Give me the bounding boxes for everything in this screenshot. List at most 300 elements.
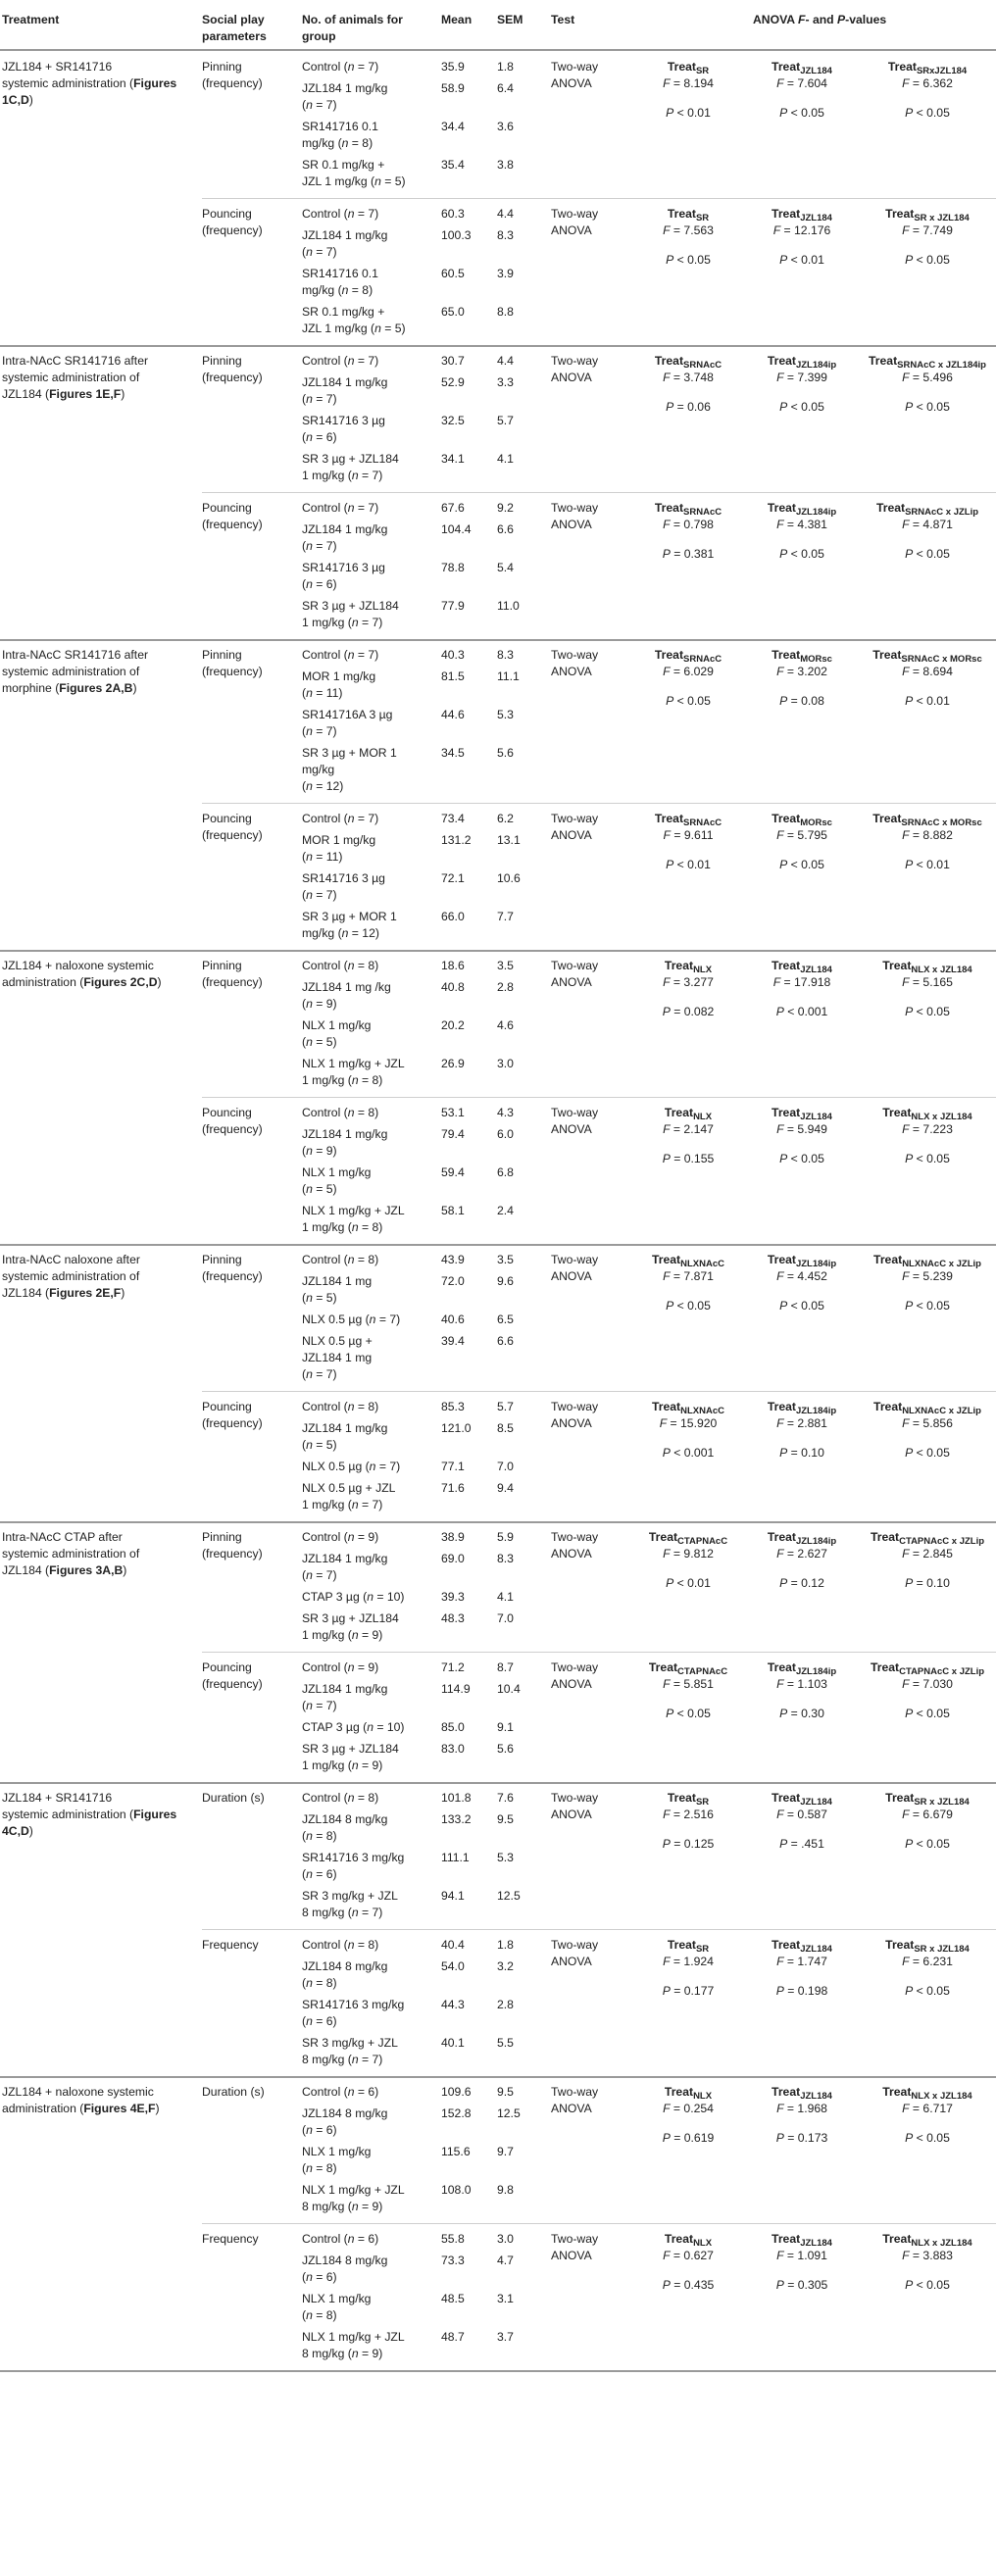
group-label: Control (n = 7) <box>302 354 379 368</box>
anova-effect-label: Treat$_{SR}$ <box>667 1791 710 1808</box>
group-mean: 48.7 <box>441 2330 465 2344</box>
group-mean: 152.8 <box>441 2106 472 2120</box>
group-mean: 40.1 <box>441 2036 465 2050</box>
social-play-parameter: Frequency <box>202 1938 259 1952</box>
group-mean: 85.0 <box>441 1720 465 1734</box>
group-sem: 9.1 <box>497 1720 514 1734</box>
anova-effect-label: Treat$_{JZL184ip}$ <box>767 501 837 518</box>
group-label: Control (n = 7) <box>302 648 379 662</box>
anova-effect-label: Treat$_{CTAPNAcC x JZLip}$ <box>870 1530 985 1547</box>
group-sem: 4.7 <box>497 2254 514 2267</box>
group-sem: 3.5 <box>497 1253 514 1266</box>
anova-effect-label: Treat$_{NLX}$ <box>664 2085 713 2102</box>
group-sem: 8.3 <box>497 1552 514 1565</box>
figure-reference: Figures 2E,F <box>49 1286 122 1300</box>
group-mean: 44.3 <box>441 1998 465 2011</box>
anova-p-value: P = 0.619 <box>662 2131 715 2145</box>
treatment-label: Intra-NAcC SR141716 after systemic administration of JZL184 (Figures 1E,F) <box>2 354 149 401</box>
group-mean: 66.0 <box>441 910 465 923</box>
group-mean: 67.6 <box>441 501 465 515</box>
header-treatment: Treatment <box>2 13 60 26</box>
group-sem: 3.2 <box>497 1959 514 1973</box>
anova-p-value: P = 0.435 <box>662 2278 715 2292</box>
group-mean: 53.1 <box>441 1106 465 1119</box>
group-sem: 8.3 <box>497 228 514 242</box>
anova-f-value: F = 5.856 <box>902 1416 953 1430</box>
test-name: Two-way ANOVA <box>551 2085 599 2115</box>
group-mean: 20.2 <box>441 1018 465 1032</box>
social-play-parameter: Pouncing (frequency) <box>202 812 263 842</box>
group-mean: 18.6 <box>441 959 465 972</box>
group-label: NLX 1 mg/kg + JZL 8 mg/kg (n = 9) <box>302 2330 405 2360</box>
group-label: NLX 1 mg/kg + JZL 1 mg/kg (n = 8) <box>302 1057 405 1087</box>
anova-p-value: P < 0.001 <box>775 1005 828 1018</box>
group-label: JZL184 1 mg/kg (n = 7) <box>302 1552 388 1582</box>
group-mean: 77.1 <box>441 1460 465 1473</box>
group-label: Control (n = 7) <box>302 812 379 825</box>
group-sem: 4.4 <box>497 354 514 368</box>
group-mean: 38.9 <box>441 1530 465 1544</box>
anova-p-value: P < 0.01 <box>905 858 950 871</box>
anova-effect-label: Treat$_{SRNAcC}$ <box>654 812 722 828</box>
header-mean: Mean <box>441 13 473 26</box>
anova-f-value: F = 7.030 <box>902 1677 953 1691</box>
anova-effect-label: Treat$_{NLXNAcC x JZLip}$ <box>873 1400 981 1416</box>
anova-f-value: F = 9.611 <box>663 828 714 842</box>
group-sem: 4.6 <box>497 1018 514 1032</box>
group-label: Control (n = 8) <box>302 1791 379 1805</box>
group-mean: 73.4 <box>441 812 465 825</box>
anova-p-value: P = 0.12 <box>779 1576 824 1590</box>
group-mean: 35.9 <box>441 60 465 74</box>
group-sem: 2.8 <box>497 1998 514 2011</box>
group-mean: 34.4 <box>441 120 465 133</box>
group-label: SR 3 µg + JZL184 1 mg/kg (n = 7) <box>302 599 399 629</box>
anova-effect-label: Treat$_{SR x JZL184}$ <box>885 1938 970 1955</box>
anova-f-value: F = 0.627 <box>663 2249 714 2262</box>
group-sem: 6.6 <box>497 1334 514 1348</box>
group-sem: 9.2 <box>497 501 514 515</box>
group-mean: 48.5 <box>441 2292 465 2305</box>
group-label: SR141716A 3 µg (n = 7) <box>302 708 393 738</box>
group-mean: 101.8 <box>441 1791 472 1805</box>
group-mean: 48.3 <box>441 1611 465 1625</box>
group-sem: 3.3 <box>497 375 514 389</box>
group-label: JZL184 1 mg/kg (n = 7) <box>302 522 388 553</box>
group-mean: 58.1 <box>441 1204 465 1217</box>
anova-f-value: F = 2.516 <box>663 1808 714 1821</box>
group-label: JZL184 8 mg/kg (n = 8) <box>302 1812 388 1843</box>
group-sem: 9.5 <box>497 2085 514 2099</box>
group-label: Control (n = 8) <box>302 1106 379 1119</box>
social-play-parameter: Duration (s) <box>202 2085 265 2099</box>
social-play-parameter: Frequency <box>202 2232 259 2246</box>
group-label: CTAP 3 µg (n = 10) <box>302 1720 405 1734</box>
treatment-label: JZL184 + naloxone systemic administration (Figures 2C,D) <box>2 959 162 989</box>
anova-f-value: F = 1.924 <box>663 1955 714 1968</box>
subgroup-divider <box>202 2223 996 2224</box>
group-label: SR 3 mg/kg + JZL 8 mg/kg (n = 7) <box>302 1889 398 1919</box>
subgroup-divider <box>202 492 996 493</box>
figure-reference: Figures 1C,D <box>2 76 177 107</box>
anova-f-value: F = 6.029 <box>663 665 714 678</box>
group-sem: 7.6 <box>497 1791 514 1805</box>
test-name: Two-way ANOVA <box>551 1530 599 1560</box>
anova-effect-label: Treat$_{JZL184}$ <box>772 1791 832 1808</box>
anova-p-value: P = 0.30 <box>779 1707 824 1720</box>
anova-effect-label: Treat$_{MORsc}$ <box>772 812 832 828</box>
test-name: Two-way ANOVA <box>551 1791 599 1821</box>
group-mean: 131.2 <box>441 833 472 847</box>
subgroup-divider <box>202 1391 996 1392</box>
anova-p-value: P = 0.198 <box>775 1984 828 1998</box>
anova-f-value: F = 1.103 <box>776 1677 827 1691</box>
anova-effect-label: Treat$_{SR}$ <box>667 1938 710 1955</box>
group-label: JZL184 1 mg/kg (n = 9) <box>302 1127 388 1158</box>
anova-f-value: F = 0.254 <box>663 2102 714 2115</box>
group-mean: 60.3 <box>441 207 465 221</box>
group-mean: 34.1 <box>441 452 465 466</box>
group-sem: 9.6 <box>497 1274 514 1288</box>
group-label: Control (n = 7) <box>302 207 379 221</box>
header-sem: SEM <box>497 13 523 26</box>
group-label: MOR 1 mg/kg (n = 11) <box>302 669 376 700</box>
group-label: Control (n = 8) <box>302 1400 379 1413</box>
group-sem: 6.2 <box>497 812 514 825</box>
treatment-divider <box>0 2370 996 2372</box>
figure-reference: Figures 3A,B <box>49 1563 124 1577</box>
group-sem: 3.7 <box>497 2330 514 2344</box>
anova-f-value: F = 7.604 <box>776 76 827 90</box>
anova-p-value: P < 0.01 <box>779 253 824 267</box>
treatment-divider <box>0 950 996 952</box>
group-label: SR 3 mg/kg + JZL 8 mg/kg (n = 7) <box>302 2036 398 2066</box>
treatment-label: JZL184 + SR141716 systemic administration (Figures 4C,D) <box>2 1791 177 1838</box>
group-sem: 2.4 <box>497 1204 514 1217</box>
group-sem: 10.4 <box>497 1682 521 1696</box>
treatment-divider <box>0 345 996 347</box>
anova-effect-label: Treat$_{SR}$ <box>667 207 710 223</box>
group-label: NLX 1 mg/kg + JZL 8 mg/kg (n = 9) <box>302 2183 405 2213</box>
anova-effect-label: Treat$_{NLX x JZL184}$ <box>882 2232 972 2249</box>
social-play-parameter: Pinning (frequency) <box>202 648 263 678</box>
group-label: SR 0.1 mg/kg + JZL 1 mg/kg (n = 5) <box>302 305 406 335</box>
anova-f-value: F = 0.798 <box>663 518 714 531</box>
group-mean: 59.4 <box>441 1165 465 1179</box>
anova-f-value: F = 3.748 <box>663 371 714 384</box>
group-label: NLX 1 mg/kg (n = 5) <box>302 1018 372 1049</box>
anova-effect-label: Treat$_{JZL184ip}$ <box>767 1530 837 1547</box>
anova-p-value: P < 0.05 <box>905 1446 950 1460</box>
group-sem: 2.8 <box>497 980 514 994</box>
anova-effect-label: Treat$_{JZL184}$ <box>772 1938 832 1955</box>
anova-p-value: P = 0.10 <box>779 1446 824 1460</box>
group-sem: 10.6 <box>497 871 521 885</box>
anova-f-value: F = 7.563 <box>663 223 714 237</box>
group-label: SR 3 µg + JZL184 1 mg/kg (n = 9) <box>302 1611 399 1642</box>
group-mean: 39.4 <box>441 1334 465 1348</box>
anova-effect-label: Treat$_{SR}$ <box>667 60 710 76</box>
anova-p-value: P < 0.05 <box>905 1837 950 1851</box>
anova-effect-label: Treat$_{SRNAcC}$ <box>654 354 722 371</box>
anova-f-value: F = 6.362 <box>902 76 953 90</box>
group-label: NLX 0.5 µg + JZL184 1 mg (n = 7) <box>302 1334 373 1381</box>
anova-p-value: P < 0.05 <box>905 2278 950 2292</box>
anova-f-value: F = 3.883 <box>902 2249 953 2262</box>
group-mean: 109.6 <box>441 2085 472 2099</box>
group-sem: 5.3 <box>497 1851 514 1864</box>
anova-p-value: P < 0.05 <box>905 1707 950 1720</box>
anova-p-value: P < 0.01 <box>666 106 711 120</box>
group-label: JZL184 8 mg/kg (n = 6) <box>302 2106 388 2137</box>
group-label: SR 3 µg + MOR 1 mg/kg (n = 12) <box>302 910 397 940</box>
group-mean: 108.0 <box>441 2183 472 2197</box>
anova-p-value: P = 0.08 <box>779 694 824 708</box>
group-sem: 1.8 <box>497 60 514 74</box>
social-play-parameter: Pinning (frequency) <box>202 354 263 384</box>
group-label: JZL184 1 mg /kg (n = 9) <box>302 980 391 1011</box>
anova-effect-label: Treat$_{NLXNAcC x JZLip}$ <box>873 1253 981 1269</box>
figure-reference: Figures 4E,F <box>83 2102 156 2115</box>
group-mean: 83.0 <box>441 1742 465 1756</box>
group-label: Control (n = 6) <box>302 2085 379 2099</box>
group-sem: 5.5 <box>497 2036 514 2050</box>
anova-f-value: F = 7.399 <box>776 371 827 384</box>
group-mean: 78.8 <box>441 561 465 574</box>
group-sem: 4.1 <box>497 1590 514 1604</box>
group-sem: 1.8 <box>497 1938 514 1952</box>
group-sem: 3.9 <box>497 267 514 280</box>
group-mean: 30.7 <box>441 354 465 368</box>
anova-effect-label: Treat$_{MORsc}$ <box>772 648 832 665</box>
group-label: JZL184 1 mg/kg (n = 7) <box>302 228 388 259</box>
group-label: Control (n = 9) <box>302 1660 379 1674</box>
anova-effect-label: Treat$_{NLX}$ <box>664 1106 713 1122</box>
anova-effect-label: Treat$_{JZL184}$ <box>772 2232 832 2249</box>
treatment-label: JZL184 + naloxone systemic administration (Figures 4E,F) <box>2 2085 160 2115</box>
figure-reference: Figures 4C,D <box>2 1808 177 1838</box>
anova-effect-label: Treat$_{NLXNAcC}$ <box>651 1400 724 1416</box>
group-sem: 5.7 <box>497 1400 514 1413</box>
group-sem: 13.1 <box>497 833 521 847</box>
group-sem: 5.6 <box>497 1742 514 1756</box>
test-name: Two-way ANOVA <box>551 648 599 678</box>
anova-effect-label: Treat$_{JZL184}$ <box>772 60 832 76</box>
anova-p-value: P < 0.05 <box>779 1299 824 1313</box>
group-label: JZL184 1 mg/kg (n = 5) <box>302 1421 388 1452</box>
group-mean: 114.9 <box>441 1682 471 1696</box>
group-mean: 43.9 <box>441 1253 465 1266</box>
group-sem: 6.6 <box>497 522 514 536</box>
social-play-parameter: Pouncing (frequency) <box>202 1400 263 1430</box>
header-rule <box>0 49 996 51</box>
group-mean: 121.0 <box>441 1421 472 1435</box>
group-label: Control (n = 8) <box>302 1938 379 1952</box>
group-mean: 39.3 <box>441 1590 465 1604</box>
anova-f-value: F = 7.749 <box>902 223 953 237</box>
header-social-play-parameters: Social play parameters <box>202 13 267 43</box>
anova-effect-label: Treat$_{JZL184}$ <box>772 207 832 223</box>
social-play-parameter: Pouncing (frequency) <box>202 1660 263 1691</box>
anova-p-value: P = 0.177 <box>662 1984 715 1998</box>
anova-effect-label: Treat$_{SR x JZL184}$ <box>885 207 970 223</box>
anova-effect-label: Treat$_{SRxJZL184}$ <box>887 60 968 76</box>
group-label: Control (n = 7) <box>302 60 379 74</box>
group-mean: 54.0 <box>441 1959 465 1973</box>
anova-effect-label: Treat$_{SRNAcC x JZL184ip}$ <box>869 354 986 371</box>
group-sem: 11.1 <box>497 669 520 683</box>
group-mean: 35.4 <box>441 158 465 172</box>
group-sem: 8.7 <box>497 1660 514 1674</box>
anova-p-value: P < 0.05 <box>779 858 824 871</box>
group-label: JZL184 8 mg/kg (n = 6) <box>302 2254 388 2284</box>
group-label: NLX 1 mg/kg (n = 8) <box>302 2145 372 2175</box>
anova-f-value: F = 6.231 <box>902 1955 953 1968</box>
group-sem: 12.5 <box>497 2106 521 2120</box>
test-name: Two-way ANOVA <box>551 354 599 384</box>
anova-p-value: P < 0.05 <box>666 253 711 267</box>
anova-f-value: F = 5.949 <box>776 1122 827 1136</box>
anova-f-value: F = 2.845 <box>902 1547 953 1560</box>
social-play-parameter: Pouncing (frequency) <box>202 1106 263 1136</box>
anova-effect-label: Treat$_{JZL184ip}$ <box>767 354 837 371</box>
group-mean: 52.9 <box>441 375 465 389</box>
treatment-divider <box>0 1521 996 1523</box>
group-sem: 6.4 <box>497 81 514 95</box>
treatment-label: JZL184 + SR141716 systemic administration (Figures 1C,D) <box>2 60 177 107</box>
anova-p-value: P = 0.173 <box>775 2131 828 2145</box>
anova-f-value: F = 0.587 <box>776 1808 827 1821</box>
group-sem: 5.7 <box>497 414 514 427</box>
anova-effect-label: Treat$_{JZL184ip}$ <box>767 1253 837 1269</box>
treatment-divider <box>0 639 996 641</box>
anova-p-value: P < 0.05 <box>905 547 950 561</box>
anova-p-value: P < 0.05 <box>905 106 950 120</box>
group-sem: 3.0 <box>497 2232 514 2246</box>
group-sem: 9.7 <box>497 2145 514 2158</box>
group-mean: 100.3 <box>441 228 472 242</box>
group-sem: 6.5 <box>497 1313 514 1326</box>
group-sem: 4.4 <box>497 207 514 221</box>
anova-effect-label: Treat$_{JZL184}$ <box>772 2085 832 2102</box>
group-mean: 81.5 <box>441 669 465 683</box>
test-name: Two-way ANOVA <box>551 60 599 90</box>
anova-f-value: F = 12.176 <box>772 223 831 237</box>
anova-f-value: F = 3.277 <box>663 975 714 989</box>
test-name: Two-way ANOVA <box>551 812 599 842</box>
group-mean: 104.4 <box>441 522 472 536</box>
group-mean: 133.2 <box>441 1812 472 1826</box>
subgroup-divider <box>202 198 996 199</box>
treatment-label: Intra-NAcC SR141716 after systemic administration of morphine (Figures 2A,B) <box>2 648 149 695</box>
test-name: Two-way ANOVA <box>551 1400 599 1430</box>
group-label: SR141716 3 µg (n = 6) <box>302 414 385 444</box>
anova-f-value: F = 5.165 <box>902 975 953 989</box>
anova-f-value: F = 2.627 <box>776 1547 827 1560</box>
group-sem: 8.3 <box>497 648 514 662</box>
anova-p-value: P < 0.05 <box>666 694 711 708</box>
anova-p-value: P < 0.05 <box>905 2131 950 2145</box>
anova-effect-label: Treat$_{JZL184ip}$ <box>767 1660 837 1677</box>
social-play-parameter: Pinning (frequency) <box>202 1530 263 1560</box>
anova-effect-label: Treat$_{SRNAcC x JZLip}$ <box>875 501 979 518</box>
group-mean: 60.5 <box>441 267 465 280</box>
anova-effect-label: Treat$_{SR x JZL184}$ <box>885 1791 970 1808</box>
anova-effect-label: Treat$_{SRNAcC x MORsc}$ <box>872 812 982 828</box>
group-label: SR 3 µg + JZL184 1 mg/kg (n = 7) <box>302 452 399 482</box>
group-label: JZL184 1 mg/kg (n = 7) <box>302 375 388 406</box>
anova-effect-label: Treat$_{SRNAcC}$ <box>654 648 722 665</box>
treatment-label: Intra-NAcC naloxone after systemic administration of JZL184 (Figures 2E,F) <box>2 1253 140 1300</box>
group-sem: 5.9 <box>497 1530 514 1544</box>
anova-f-value: F = 17.918 <box>772 975 831 989</box>
anova-p-value: P < 0.05 <box>779 400 824 414</box>
treatment-divider <box>0 1244 996 1246</box>
group-label: NLX 1 mg/kg (n = 8) <box>302 2292 372 2322</box>
group-mean: 40.6 <box>441 1313 465 1326</box>
social-play-parameter: Duration (s) <box>202 1791 265 1805</box>
anova-p-value: P < 0.05 <box>779 1152 824 1165</box>
anova-effect-label: Treat$_{NLX}$ <box>664 959 713 975</box>
group-sem: 9.5 <box>497 1812 514 1826</box>
group-mean: 40.4 <box>441 1938 465 1952</box>
anova-f-value: F = 4.452 <box>776 1269 827 1283</box>
anova-effect-label: Treat$_{NLX}$ <box>664 2232 713 2249</box>
anova-p-value: P = 0.06 <box>666 400 711 414</box>
group-sem: 8.5 <box>497 1421 514 1435</box>
test-name: Two-way ANOVA <box>551 1938 599 1968</box>
group-label: SR141716 3 µg (n = 7) <box>302 871 385 902</box>
group-label: CTAP 3 µg (n = 10) <box>302 1590 405 1604</box>
anova-f-value: F = 9.812 <box>663 1547 714 1560</box>
anova-effect-label: Treat$_{NLX x JZL184}$ <box>882 1106 972 1122</box>
anova-p-value: P < 0.01 <box>666 858 711 871</box>
social-play-parameter: Pinning (frequency) <box>202 60 263 90</box>
social-play-parameter: Pinning (frequency) <box>202 959 263 989</box>
group-mean: 72.0 <box>441 1274 465 1288</box>
anova-p-value: P < 0.05 <box>905 1984 950 1998</box>
header-number-of-animals: No. of animals for group <box>302 13 403 43</box>
test-name: Two-way ANOVA <box>551 2232 599 2262</box>
group-mean: 65.0 <box>441 305 465 319</box>
group-label: JZL184 1 mg/kg (n = 7) <box>302 1682 388 1712</box>
group-label: Control (n = 6) <box>302 2232 379 2246</box>
test-name: Two-way ANOVA <box>551 1106 599 1136</box>
group-label: Control (n = 7) <box>302 501 379 515</box>
anova-p-value: P < 0.05 <box>779 106 824 120</box>
anova-effect-label: Treat$_{NLX x JZL184}$ <box>882 959 972 975</box>
figure-reference: Figures 2A,B <box>59 681 133 695</box>
group-label: NLX 1 mg/kg + JZL 1 mg/kg (n = 8) <box>302 1204 405 1234</box>
anova-effect-label: Treat$_{JZL184}$ <box>772 1106 832 1122</box>
treatment-divider <box>0 1782 996 1784</box>
group-mean: 115.6 <box>441 2145 471 2158</box>
figure-reference: Figures 2C,D <box>83 975 158 989</box>
group-mean: 79.4 <box>441 1127 465 1141</box>
group-sem: 5.3 <box>497 708 514 721</box>
anova-f-value: F = 2.147 <box>663 1122 714 1136</box>
anova-p-value: P = 0.10 <box>905 1576 950 1590</box>
anova-f-value: F = 8.694 <box>902 665 953 678</box>
group-sem: 4.3 <box>497 1106 514 1119</box>
anova-f-value: F = 1.747 <box>776 1955 827 1968</box>
anova-p-value: P < 0.05 <box>666 1299 711 1313</box>
group-sem: 3.6 <box>497 120 514 133</box>
group-label: Control (n = 8) <box>302 1253 379 1266</box>
group-label: JZL184 1 mg (n = 5) <box>302 1274 373 1305</box>
anova-f-value: F = 4.871 <box>902 518 953 531</box>
group-sem: 6.0 <box>497 1127 514 1141</box>
